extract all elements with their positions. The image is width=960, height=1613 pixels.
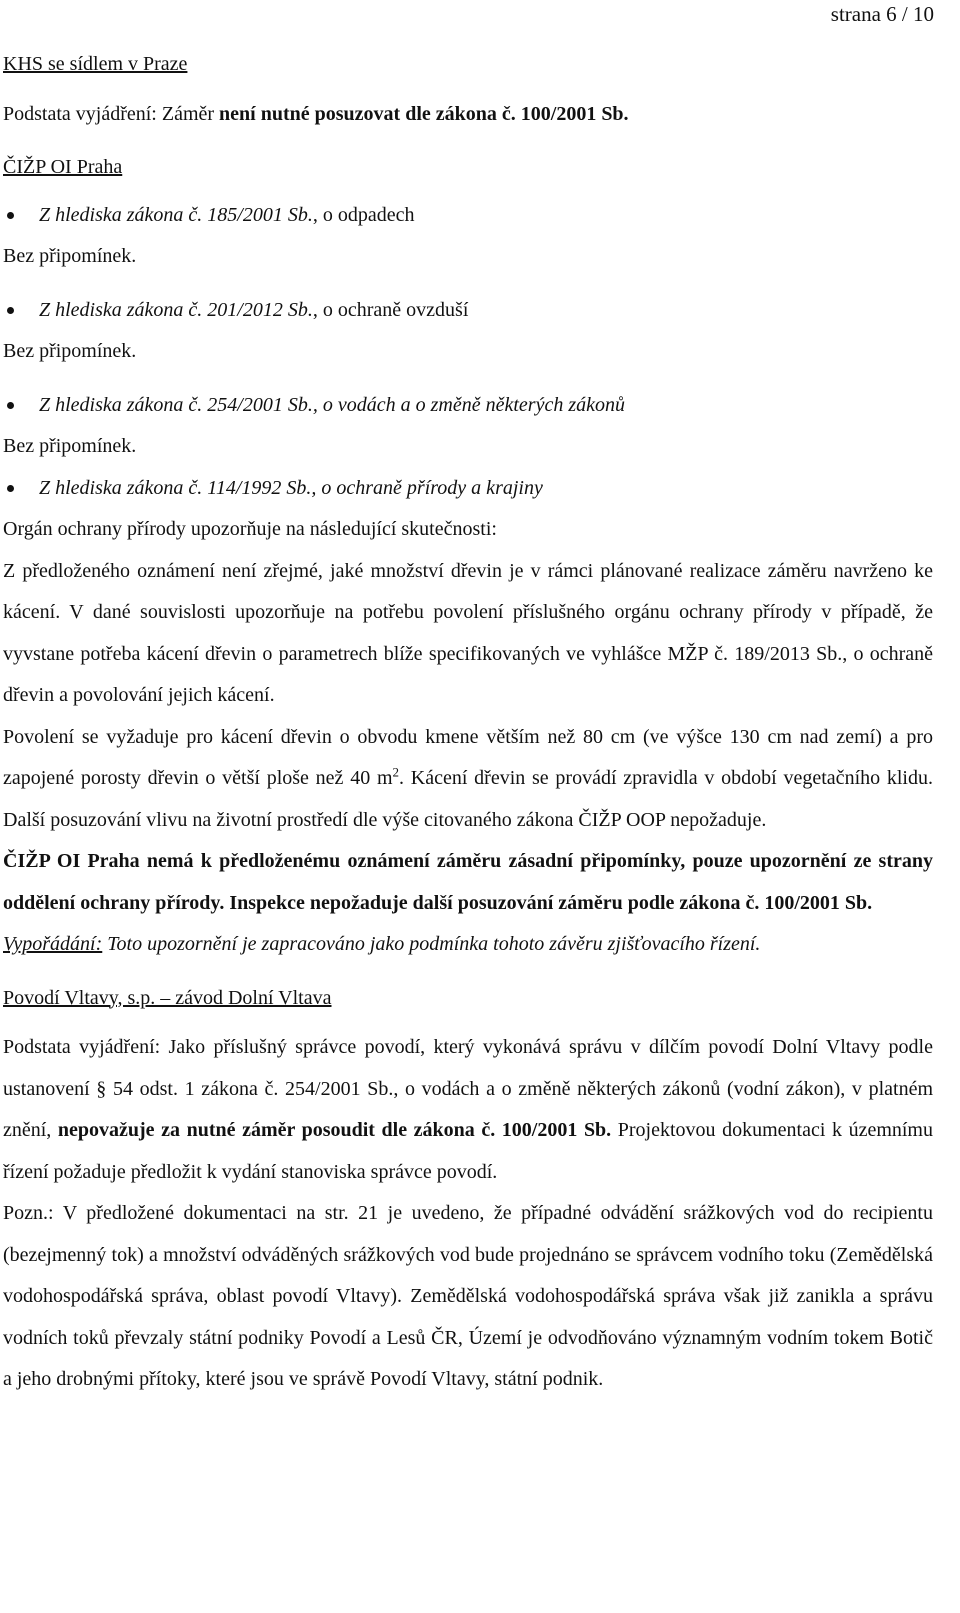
settlement-label: Vypořádání: [3,933,103,955]
document-body [3,44,933,1401]
cizp-item-title-rest: , o vodách a o změně některých zákonů [312,393,625,416]
povodi-statement-text: Podstata vyjádření: Jako příslušný správce povodí, který vykonává správu v dílčím povodí Dolní Vltavy podle ustanovení § 54 odst. 1 zákona č. 254/2001 Sb., o vodách a o změně některých zákonů (vodní zákon), v platném znění, [3,1036,933,1141]
cizp-item-title: Z hlediska zákona č. 185/2001 Sb. [39,203,313,226]
cizp-item-title: Z hlediska zákona č. 201/2012 Sb. [39,298,313,321]
cizp-item-comment: Bez připomínek. [3,435,137,457]
cizp-item-comment: Bez připomínek. [3,245,137,267]
cizp-item-waste [3,195,933,237]
nature-paragraph-1: Z předloženého oznámení není zřejmé, jaké množství dřevin je v rámci plánované realizace záměru navrženo ke kácení. V dané souvislosti upozorňuje na potřebu povolení příslušného orgánu ochrany přírody v případě, že vyvstane potřeba kácení dřevin o parametrech blíže specifikovaných ve vyhlášce MŽP č. 189/2013 Sb., o ochraně dřevin a povolování jejich kácení. [3,559,933,706]
settlement-text: Toto upozornění je zapracováno jako podmínka tohoto závěru zjišťovacího řízení. [102,933,761,955]
povodi-heading: Povodí Vltavy, s.p. – závod Dolní Vltava [3,986,332,1009]
cizp-item-title-rest: , o ochraně ovzduší [312,298,469,321]
khs-statement-bold: není nutné posuzovat dle zákona č. 100/2001 Sb. [219,102,629,125]
cizp-heading: ČIŽP OI Praha [3,156,123,178]
nature-paragraph-2-text: . Kácení dřevin se provádí zpravidla v období vegetačního klidu. Další posuzování vlivu na životní prostředí dle výše citovaného zákona ČIŽP OOP nepožaduje. [3,767,933,831]
povodi-statement-text: Projektovou dokumentaci k územnímu řízení požaduje předložit k vydání stanoviska správce povodí. [3,1119,933,1183]
cizp-item-air [3,290,933,332]
cizp-item-title: Z hlediska zákona č. 114/1992 Sb. [39,476,312,499]
cizp-conclusion: ČIŽP OI Praha nemá k předloženému oznámení záměru zásadní připomínky, pouze upozornění ze strany oddělení ochrany přírody. Inspekce nepožaduje další posuzování záměru podle zákona č. 100/2001 Sb. [3,850,933,914]
superscript: 2 [392,764,400,780]
cizp-item-title-rest: , o odpadech [312,203,415,226]
povodi-statement [3,1027,933,1193]
cizp-item-nature [3,468,933,510]
cizp-item-title-rest: , o ochraně přírody a krajiny [311,476,543,499]
nature-paragraph-2-text: Povolení se vyžaduje pro kácení dřevin o obvodu kmene větším než 80 cm (ve výšce 130 cm nad zemí) a pro zapojené porosty dřevin o větší ploše než 40 m [3,725,933,789]
cizp-item-water [3,385,933,427]
khs-statement-prefix: Podstata vyjádření: Záměr [3,102,220,125]
cizp-item-comment: Bez připomínek. [3,340,137,362]
nature-paragraph-2 [3,717,933,842]
khs-statement [3,94,933,136]
povodi-note: Pozn.: V předložené dokumentaci na str. 21 je uvedeno, že případné odvádění srážkových vod do recipientu (bezejmenný tok) a množství odváděných srážkových vod bude projednáno se správcem vodního toku (Zemědělská vodohospodářská správa, oblast povodí Vltavy). Zemědělská vodohospodářská správa však již zanikla a správu vodních toků převzaly státní podniky Povodí a Lesů ČR, Území je odvodňováno významným vodním tokem Botič a jeho drobnými přítoky, které jsou ve správě Povodí Vltavy, státní podnik. [3,1202,933,1390]
cizp-item-title: Z hlediska zákona č. 254/2001 Sb. [39,393,313,416]
povodi-statement-bold: nepovažuje za nutné záměr posoudit dle zákona č. 100/2001 Sb. [57,1119,612,1141]
page-number: strana 6 / 10 [830,2,934,26]
nature-intro: Orgán ochrany přírody upozorňuje na následující skutečnosti: [3,518,497,540]
khs-heading: KHS se sídlem v Praze [3,53,188,75]
cizp-settlement [3,924,933,966]
